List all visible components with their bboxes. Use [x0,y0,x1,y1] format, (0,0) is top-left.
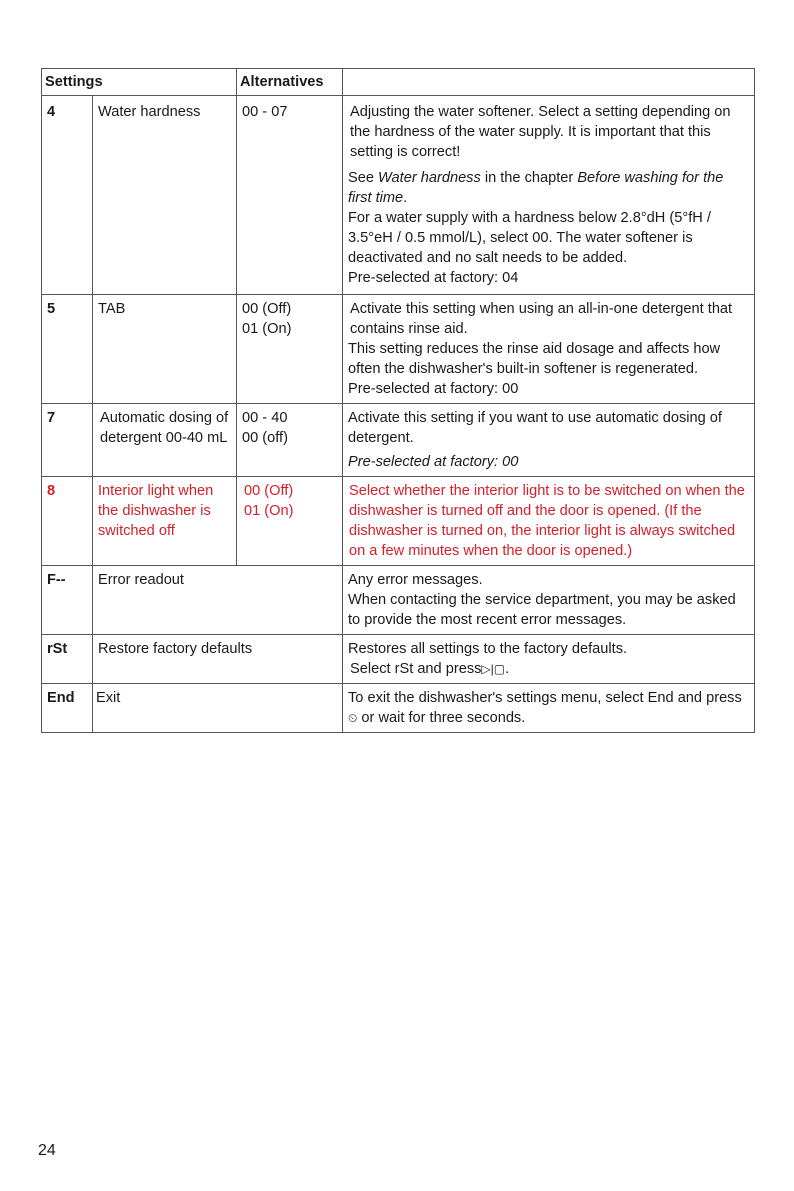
setting-alternatives: 00 - 07 [236,96,342,294]
setting-alternatives: 00 (Off) 01 (On) [236,295,342,403]
table-header [42,69,754,95]
setting-name: TAB [92,295,236,403]
setting-description: Any error messages. When contacting the service department, you may be asked to provide the most recent error messages. [342,566,754,634]
table-row [42,565,754,634]
setting-description: To exit the dishwasher's settings menu, select End and press ⏲ or wait for three seconds. [342,684,754,732]
setting-description: Activate this setting when using an all-in-one detergent that contains rinse aid. This setting reduces the rinse aid dosage and affects how often the dishwasher's built-in softener is regenerated. Pre-selected at factory: 00 [342,295,754,403]
setting-code: End [47,690,75,706]
setting-description: Activate this setting if you want to use automatic dosing of detergent. Pre-selected at factory: 00 [342,404,754,476]
setting-code: rSt [47,641,68,657]
setting-code: 7 [47,410,56,426]
setting-code: F-- [47,572,66,588]
setting-alternatives: 00 (Off) 01 (On) [236,477,342,565]
table-row [42,95,754,294]
settings-table [41,68,755,733]
setting-description: Adjusting the water softener. Select a setting depending on the hardness of the water supply. It is important that this setting is correct! See Water hardness in the chapter Before washing for the first time. For a water supply with a hardness below 2.8°dH (5°fH / 3.5°eH / 0.5 mmol/L), select 00. The water softener is deactivated and no salt needs to be added. Pre-selected at factory: 04 [342,96,754,294]
setting-alternatives: 00 - 40 00 (off) [236,404,342,476]
header-alternatives: Alternatives [236,69,342,95]
table-row [42,634,754,683]
page-number: 24 [38,1142,56,1159]
table-row [42,683,754,732]
setting-name: Automatic dosing of detergent 00-40 mL [92,404,236,476]
setting-name: Error readout [92,566,342,634]
setting-description: Restores all settings to the factory defaults. Select rSt and press▷|▢. [342,635,754,683]
setting-code: 5 [47,301,56,317]
header-description [342,69,754,95]
setting-name: Interior light when the dishwasher is switched off [92,477,236,565]
table-row [42,403,754,476]
table-row-highlighted [42,476,754,565]
setting-code: 4 [47,104,56,120]
header-settings: Settings [45,74,103,90]
setting-description: Select whether the interior light is to be switched on when the dishwasher is turned off and the door is opened. (If the dishwasher is turned on, the interior light is always switched on a few minutes when the door is opened.) [342,477,754,565]
setting-name: Exit [92,684,342,732]
setting-code: 8 [47,483,56,499]
setting-name: Restore factory defaults [92,635,342,683]
start-pause-icon: ▷|▢ [481,662,506,676]
table-row [42,294,754,403]
setting-name: Water hardness [92,96,236,294]
timer-icon: ⏲ [348,711,358,725]
